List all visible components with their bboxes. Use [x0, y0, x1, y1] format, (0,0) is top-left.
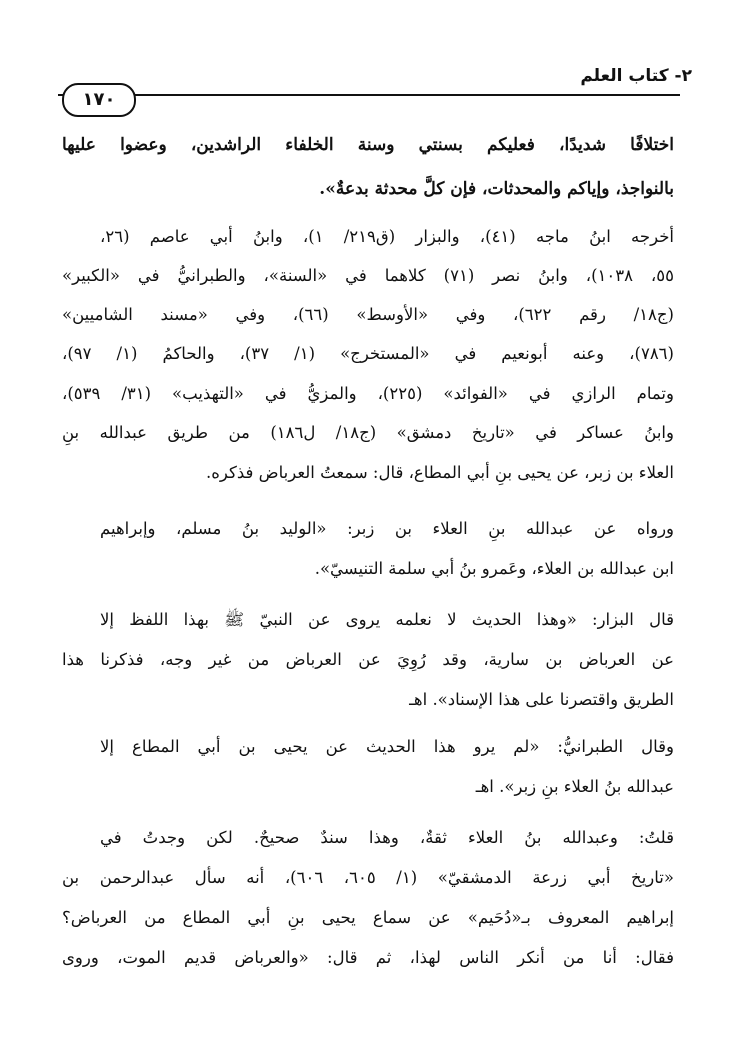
text-line: ابن عبدالله بن العلاء، وعَمرو بنُ أبي سلمة التنيسيّ».	[314, 559, 674, 578]
text-line: «تاريخ أبي زرعة الدمشقيّ» (١/ ٦٠٥، ٦٠٦)، أنه سأل عبدالرحمن بن	[62, 868, 674, 887]
text-line: وتمام الرازي في «الفوائد» (٢٢٥)، والمزيُّ في «التهذيب» (٣١/ ٥٣٩)،	[62, 384, 674, 403]
text-line: فقال: أنا من أنكر الناس لهذا، ثم قال: «والعرباض قديم الموت، وروى	[62, 948, 674, 967]
text-line: قلتُ: وعبدالله بنُ العلاء ثقةٌ، وهذا سندٌ صحيحٌ. لكن وجدتُ في	[100, 828, 674, 847]
text-line: قال البزار: «وهذا الحديث لا نعلمه يروى عن النبيّ ﷺ بهذا اللفظ إلا	[100, 610, 674, 629]
text-line: عن العرباض بن سارية، وقد رُوِيَ عن العرباض من غير وجه، فذكرنا هذا	[62, 650, 674, 669]
text-line: أخرجه ابنُ ماجه (٤١)، والبزار (ق٢١٩/ ١)، وابنُ أبي عاصم (٢٦،	[100, 227, 674, 246]
page-number-badge: ١٧٠	[62, 83, 136, 117]
text-line: العلاء بن زبر، عن يحيى بنِ أبي المطاع، قال: سمعتُ العرباض فذكره.	[206, 463, 674, 482]
text-line: اختلافًا شديدًا، فعليكم بسنتي وسنة الخلفاء الراشدين، وعضوا عليها	[62, 135, 674, 155]
header-rule	[58, 94, 680, 96]
text-line: عبدالله بنُ العلاء بنِ زبر». اهـ	[475, 777, 674, 796]
text-line: (ج١٨/ رقم ٦٢٢)، وفي «الأوسط» (٦٦)، وفي «مسند الشاميين»	[62, 305, 674, 324]
text-line: إبراهيم المعروف بـ«دُحَيم» عن سماع يحيى بنِ أبي المطاع من العرباض؟	[62, 908, 674, 927]
text-line: بالنواجذ، وإياكم والمحدثات، فإن كلَّ محدثة بدعةٌ».	[319, 179, 674, 199]
text-line: وابنُ عساكر في «تاريخ دمشق» (ج١٨/ ل١٨٦) من طريق عبدالله بنِ	[62, 423, 674, 442]
text-line: الطريق واقتصرنا على هذا الإسناد». اهـ	[409, 690, 674, 709]
text-line: (٧٨٦)، وعنه أبونعيم في «المستخرج» (١/ ٣٧)، والحاكمُ (١/ ٩٧)،	[62, 344, 674, 363]
text-line: ورواه عن عبدالله بنِ العلاء بن زبر: «الوليد بنُ مسلم، وإبراهيم	[100, 519, 674, 538]
chapter-title: ٢- كتاب العلم	[580, 66, 692, 86]
text-line: وقال الطبرانيُّ: «لم يرو هذا الحديث عن يحيى بن أبي المطاع إلا	[100, 737, 674, 756]
text-line: ٥٥، ١٠٣٨)، وابنُ نصر (٧١) كلاهما في «السنة»، والطبرانيُّ في «الكبير»	[62, 266, 674, 285]
